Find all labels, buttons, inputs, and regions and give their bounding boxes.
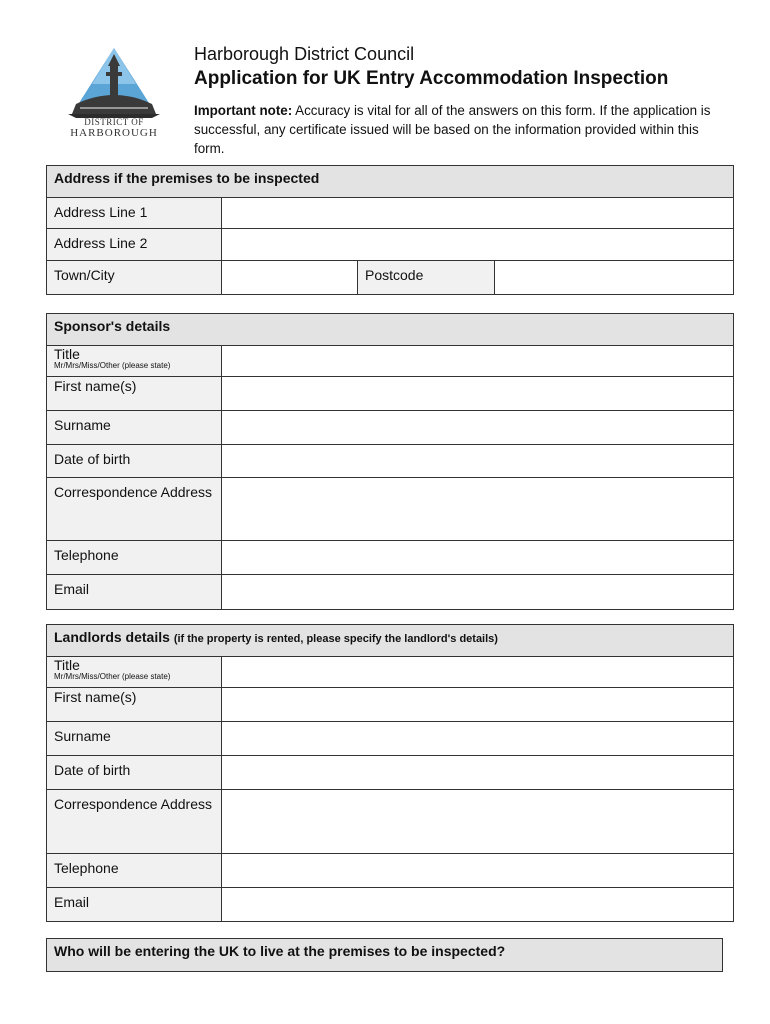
council-name: Harborough District Council	[194, 44, 415, 64]
landlord-dob-field[interactable]	[222, 756, 734, 790]
sponsor-surname-label: Surname	[47, 411, 222, 445]
sponsor-title-field[interactable]	[222, 346, 734, 377]
landlord-surname-field[interactable]	[222, 722, 734, 756]
sponsor-correspondence-field[interactable]	[222, 478, 734, 541]
landlord-surname-label: Surname	[47, 722, 222, 756]
address-heading: Address if the premises to be inspected	[47, 166, 734, 198]
logo-text	[62, 117, 166, 139]
important-note	[194, 101, 724, 158]
address-line1-label: Address Line 1	[47, 198, 222, 229]
landlord-title-field[interactable]	[222, 657, 734, 688]
address-line2-field[interactable]	[222, 229, 734, 261]
sponsor-first-name-label: First name(s)	[47, 377, 222, 411]
important-note-text: Accuracy is vital for all of the answers on this form. If the application is successful, any certificate issued will be based on the information provided within this form.	[194, 103, 711, 156]
entrants-heading: Who will be entering the UK to live at the premises to be inspected?	[47, 939, 723, 972]
sponsor-correspondence-label: Correspondence Address	[47, 478, 222, 541]
sponsor-dob-label: Date of birth	[47, 445, 222, 478]
landlord-first-name-label: First name(s)	[47, 688, 222, 722]
landlord-heading-text: Landlords details	[54, 629, 170, 645]
address-line1-field[interactable]	[222, 198, 734, 229]
landlord-telephone-field[interactable]	[222, 854, 734, 888]
logo-line1: DISTRICT OF	[84, 117, 144, 127]
landlord-heading-note: (if the property is rented, please specify the landlord's details)	[173, 633, 498, 645]
entrants-table	[46, 938, 723, 972]
sponsor-surname-field[interactable]	[222, 411, 734, 445]
sponsor-table	[46, 313, 734, 610]
town-label: Town/City	[47, 261, 222, 295]
important-note-label: Important note:	[194, 103, 293, 118]
sponsor-first-name-field[interactable]	[222, 377, 734, 411]
page-title: Application for UK Entry Accommodation Inspection	[194, 68, 669, 89]
landlord-heading	[47, 625, 734, 657]
landlord-first-name-field[interactable]	[222, 688, 734, 722]
landlord-email-field[interactable]	[222, 888, 734, 922]
sponsor-dob-field[interactable]	[222, 445, 734, 478]
landlord-telephone-label: Telephone	[47, 854, 222, 888]
sponsor-title-hint: Mr/Mrs/Miss/Other (please state)	[54, 361, 171, 370]
address-table	[46, 165, 734, 295]
postcode-label: Postcode	[358, 261, 495, 295]
address-line2-label: Address Line 2	[47, 229, 222, 261]
sponsor-title-label	[47, 346, 222, 377]
landlord-correspondence-label: Correspondence Address	[47, 790, 222, 854]
landlord-email-label: Email	[47, 888, 222, 922]
sponsor-title-text: Title	[54, 346, 80, 362]
sponsor-telephone-label: Telephone	[47, 541, 222, 575]
postcode-field[interactable]	[495, 261, 734, 295]
landlord-title-label	[47, 657, 222, 688]
sponsor-email-field[interactable]	[222, 575, 734, 610]
town-field[interactable]	[222, 261, 358, 295]
sponsor-telephone-field[interactable]	[222, 541, 734, 575]
sponsor-heading: Sponsor's details	[47, 314, 734, 346]
landlord-correspondence-field[interactable]	[222, 790, 734, 854]
logo-line2: HARBOROUGH	[70, 127, 158, 139]
landlord-dob-label: Date of birth	[47, 756, 222, 790]
landlord-title-hint: Mr/Mrs/Miss/Other (please state)	[54, 672, 171, 681]
sponsor-email-label: Email	[47, 575, 222, 610]
landlord-title-text: Title	[54, 657, 80, 673]
landlord-table	[46, 624, 734, 922]
